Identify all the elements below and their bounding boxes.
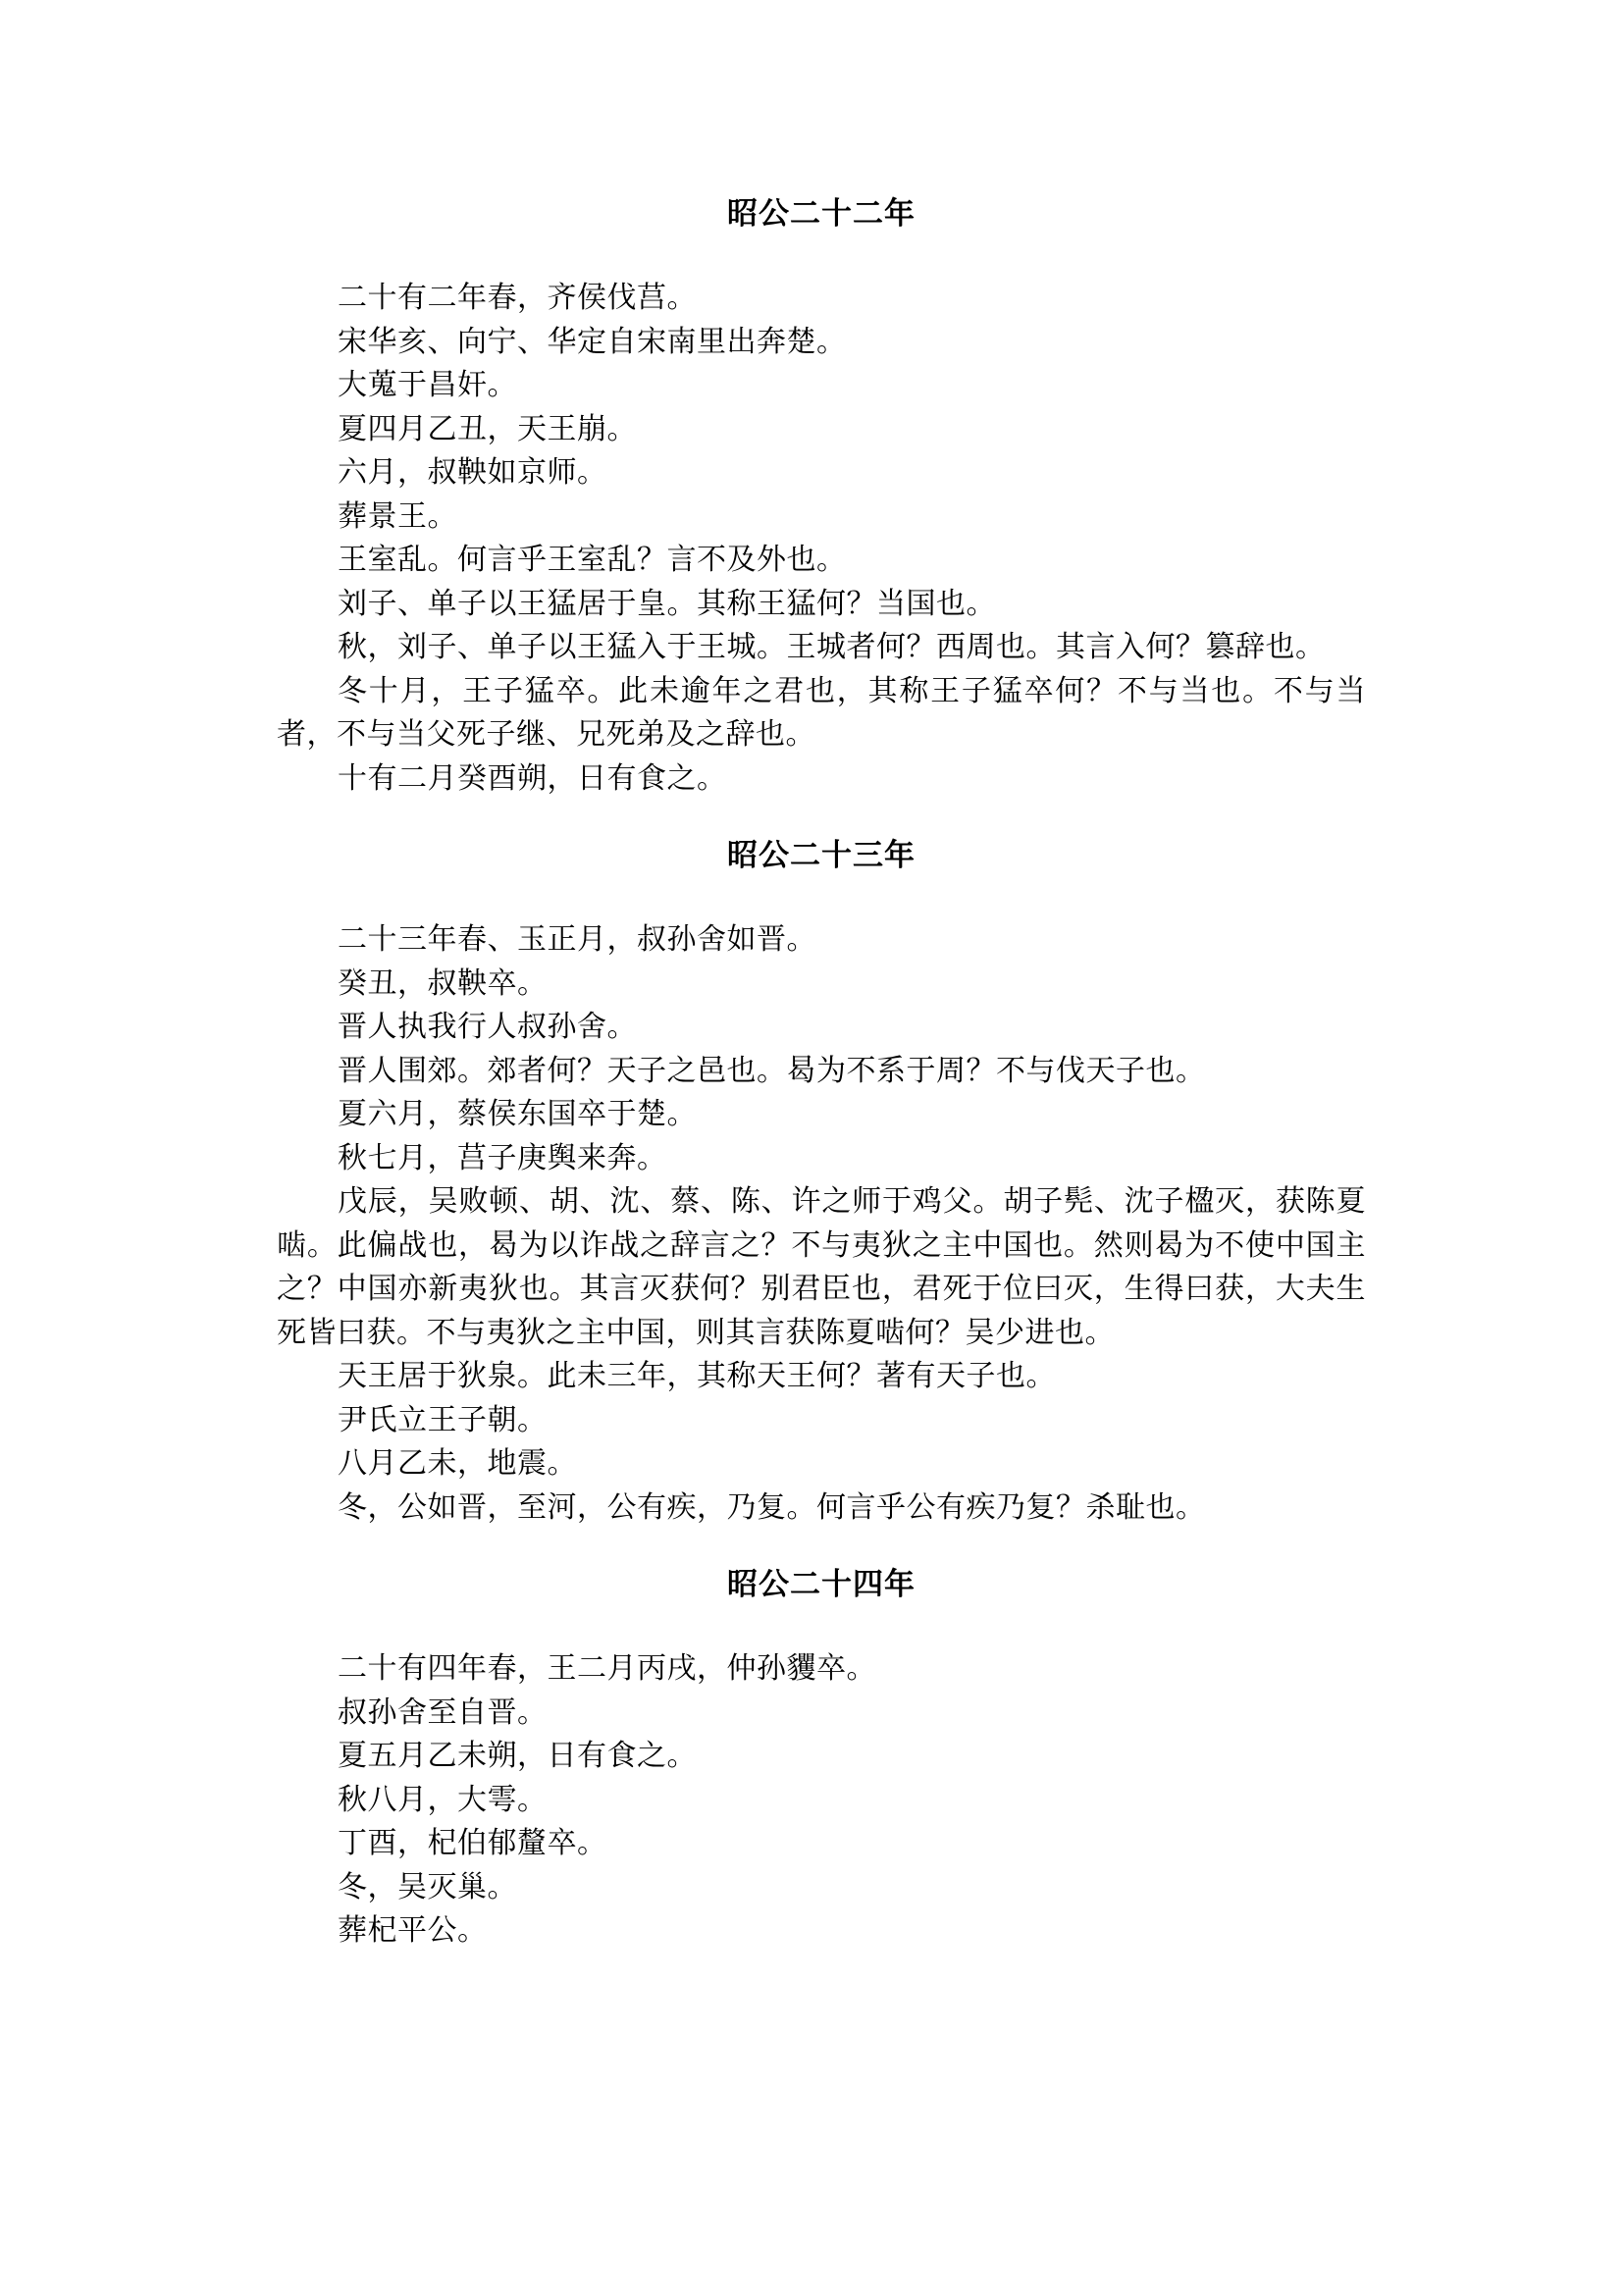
section-title: 昭公二十二年: [727, 196, 916, 232]
paragraph: 十有二月癸酉朔，日有食之。: [338, 760, 727, 796]
paragraph: 冬，公如晋，至河，公有疾，乃复。何言乎公有疾乃复？杀耻也。: [338, 1489, 1206, 1525]
document-page: [277, 192, 1366, 1954]
paragraph: 戊辰，吴败顿、胡、沈、蔡、陈、许之师于鸡父。胡子髡、沈子楹灭，获陈夏啮。此偏战也，曷为以诈战之辞言之？不与夷狄之主中国也。然则曷为不使中国主之？中国亦新夷狄也。其言灭获何？别君臣也，君死于位曰灭，生得曰获，大夫生死皆曰获。不与夷狄之主中国，则其言获陈夏啮何？吴少进也。: [277, 1184, 1366, 1350]
paragraph: 冬十月，王子猛卒。此未逾年之君也，其称王子猛卒何？不与当也。不与当者，不与当父死子继、兄死弟及之辞也。: [277, 673, 1366, 752]
paragraph: 二十三年春、玉正月，叔孙舍如晋。: [338, 922, 816, 957]
paragraph: 尹氏立王子朝。: [338, 1402, 548, 1437]
paragraph: 二十有四年春，王二月丙戌，仲孙貜卒。: [338, 1651, 876, 1686]
paragraph: 二十有二年春，齐侯伐莒。: [338, 281, 697, 315]
section-zhao-24: [277, 1563, 1366, 1954]
paragraph: 葬杞平公。: [338, 1913, 488, 1948]
paragraph: 刘子、单子以王猛居于皇。其称王猛何？当国也。: [338, 586, 996, 621]
paragraph: 晋人围郊。郊者何？天子之邑也。曷为不系于周？不与伐天子也。: [338, 1053, 1206, 1088]
section-zhao-23: [277, 834, 1366, 1530]
paragraph: 癸丑，叔鞅卒。: [338, 965, 548, 1001]
paragraph: 晋人执我行人叔孙舍。: [338, 1010, 637, 1044]
section-title: 昭公二十三年: [727, 838, 916, 873]
paragraph: 秋七月，莒子庚舆来奔。: [338, 1140, 667, 1175]
paragraph: 叔孙舍至自晋。: [338, 1694, 548, 1730]
paragraph: 秋，刘子、单子以王猛入于王城。王城者何？西周也。其言入何？篡辞也。: [338, 630, 1326, 664]
paragraph: 大蒐于昌奸。: [338, 368, 517, 402]
section-title: 昭公二十四年: [727, 1567, 916, 1602]
paragraph: 夏五月乙未朔，日有食之。: [338, 1739, 697, 1773]
paragraph: 冬，吴灭巢。: [338, 1869, 517, 1904]
section-zhao-22: [277, 192, 1366, 801]
paragraph: 天王居于狄泉。此未三年，其称天王何？著有天子也。: [338, 1359, 1056, 1393]
paragraph: 六月，叔鞅如京师。: [338, 455, 607, 490]
paragraph: 夏六月，蔡侯东国卒于楚。: [338, 1097, 697, 1131]
paragraph: 八月乙未，地震。: [338, 1446, 577, 1481]
paragraph: 宋华亥、向宁、华定自宋南里出奔楚。: [338, 324, 847, 359]
paragraph: 丁酉，杞伯郁釐卒。: [338, 1826, 607, 1860]
paragraph: 秋八月，大雩。: [338, 1782, 548, 1817]
paragraph: 王室乱。何言乎王室乱？言不及外也。: [338, 543, 847, 577]
paragraph: 葬景王。: [338, 498, 457, 534]
paragraph: 夏四月乙丑，天王崩。: [338, 411, 637, 446]
